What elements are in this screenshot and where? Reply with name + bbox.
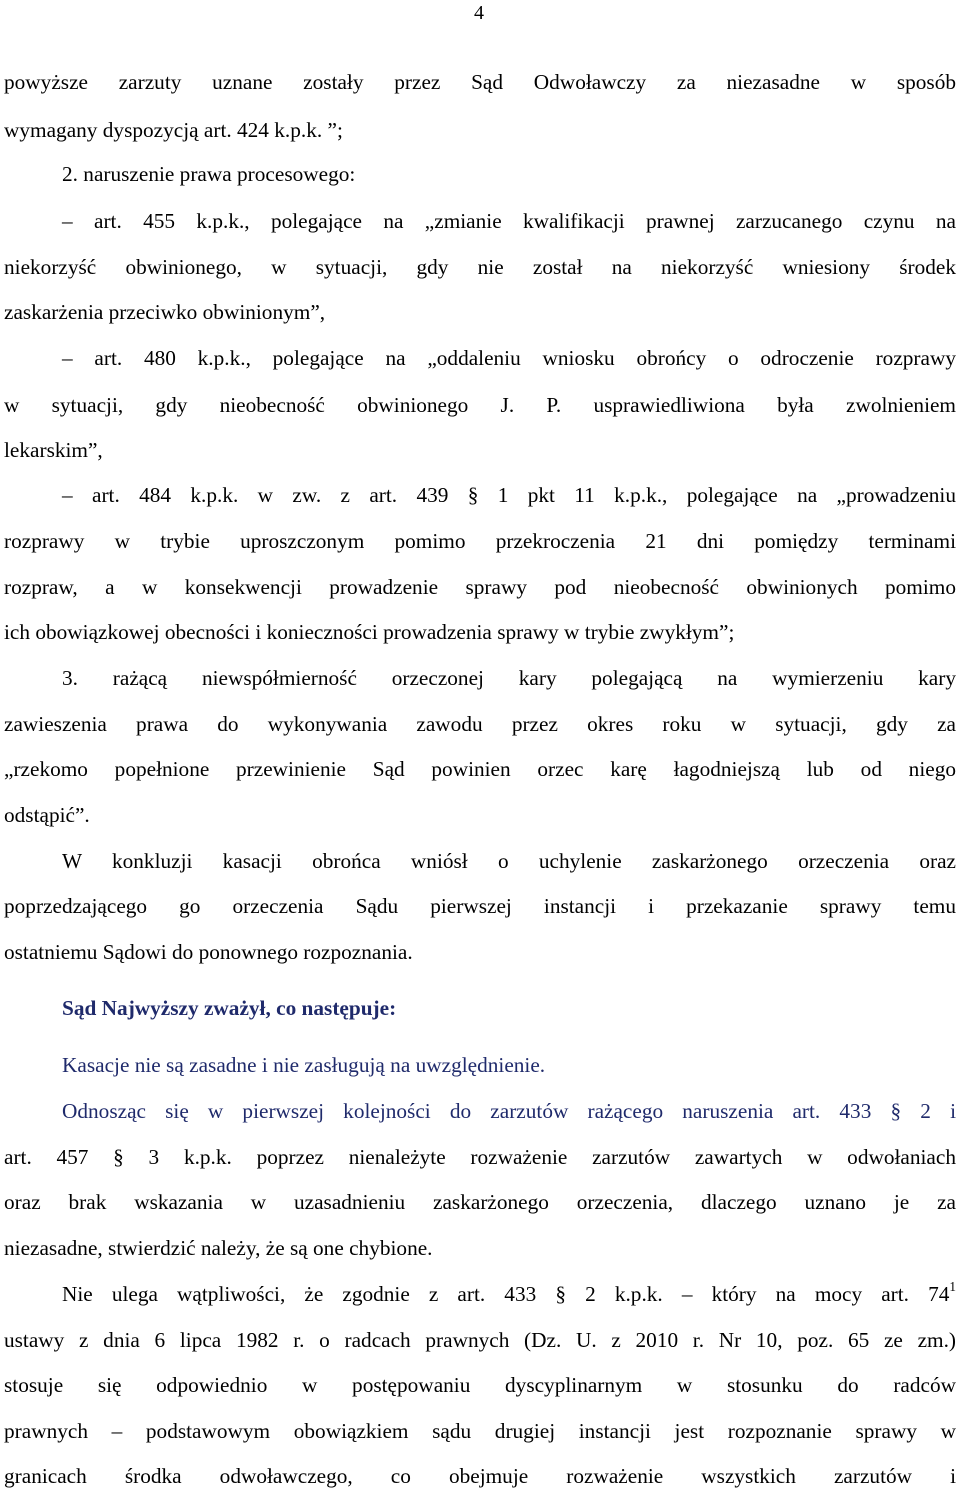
text-line: ustawy z dnia 6 lipca 1982 r. o radcach prawnych (Dz. U. z 2010 r. Nr 10, poz. 65 ze zm.): [4, 1328, 956, 1352]
text-line: odstąpić”.: [4, 803, 90, 827]
text-line: zaskarżenia przeciwko obwinionym”,: [4, 300, 326, 324]
text-line: 2. naruszenie prawa procesowego:: [62, 162, 356, 186]
text-line: zawieszenia prawa do wykonywania zawodu przez okres roku w sytuacji, gdy za: [4, 712, 956, 736]
text-line: Odnosząc się w pierwszej kolejności do zarzutów rażącego naruszenia art. 433 § 2 i: [62, 1099, 956, 1123]
text-line: stosuje się odpowiednio w postępowaniu dyscyplinarnym w stosunku do radców: [4, 1373, 956, 1397]
text-line: oraz brak wskazania w uzasadnieniu zaskarżonego orzeczenia, dlaczego uznano je za: [4, 1190, 956, 1214]
text-line: ich obowiązkowej obecności i konieczności prowadzenia sprawy w trybie zwykłym”;: [4, 620, 735, 644]
text-line: poprzedzającego go orzeczenia Sądu pierwszej instancji i przekazanie sprawy temu: [4, 894, 956, 918]
text-line: w sytuacji, gdy nieobecność obwinionego J. P. usprawiedliwiona była zwolnieniem: [4, 393, 956, 417]
section-heading: Sąd Najwyższy zważył, co następuje:: [62, 996, 397, 1020]
text-line: lekarskim”,: [4, 438, 103, 462]
text-line: ostatniemu Sądowi do ponownego rozpoznania.: [4, 940, 413, 964]
text-line: 3. rażącą niewspółmierność orzeczonej kary polegającą na wymierzeniu kary: [62, 666, 956, 690]
text-line: granicach środka odwoławczego, co obejmuje rozważenie wszystkich zarzutów i: [4, 1464, 956, 1488]
text-line: niezasadne, stwierdzić należy, że są one chybione.: [4, 1236, 433, 1260]
text-line: art. 457 § 3 k.p.k. poprzez nienależyte rozważenie zarzutów zawartych w odwołaniach: [4, 1145, 956, 1169]
text-line: prawnych – podstawowym obowiązkiem sądu drugiej instancji jest rozpoznanie sprawy w: [4, 1419, 956, 1443]
text-line: – art. 480 k.p.k., polegające na „oddaleniu wniosku obrońcy o odroczenie rozprawy: [62, 346, 956, 370]
text-line: Kasacje nie są zasadne i nie zasługują na uwzględnienie.: [62, 1053, 546, 1077]
text-line: [62, 1278, 956, 1307]
text-line: – art. 484 k.p.k. w zw. z art. 439 § 1 pkt 11 k.p.k., polegające na „prowadzeniu: [62, 483, 956, 507]
text-line: W konkluzji kasacji obrońca wniósł o uchylenie zaskarżonego orzeczenia oraz: [62, 849, 956, 873]
text-line: „rzekomo popełnione przewinienie Sąd powinien orzec karę łagodniejszą lub od niego: [4, 757, 956, 781]
text-span: Nie ulega wątpliwości, że zgodnie z art. 433 § 2 k.p.k. – który na mocy art. 74: [62, 1282, 950, 1306]
text-line: niekorzyść obwinionego, w sytuacji, gdy nie został na niekorzyść wniesiony środek: [4, 255, 956, 279]
text-line: wymagany dyspozycją art. 424 k.p.k. ”;: [4, 118, 343, 142]
text-line: – art. 455 k.p.k., polegające na „zmianie kwalifikacji prawnej zarzucanego czynu na: [62, 209, 956, 233]
superscript: 1: [949, 1278, 956, 1294]
text-line: rozpraw, a w konsekwencji prowadzenie sprawy pod nieobecność obwinionych pomimo: [4, 575, 956, 599]
text-line: powyższe zarzuty uznane zostały przez Sąd Odwoławczy za niezasadne w sposób: [4, 70, 956, 94]
text-line: rozprawy w trybie uproszczonym pomimo przekroczenia 21 dni pomiędzy terminami: [4, 529, 956, 553]
page-number: 4: [474, 2, 484, 24]
